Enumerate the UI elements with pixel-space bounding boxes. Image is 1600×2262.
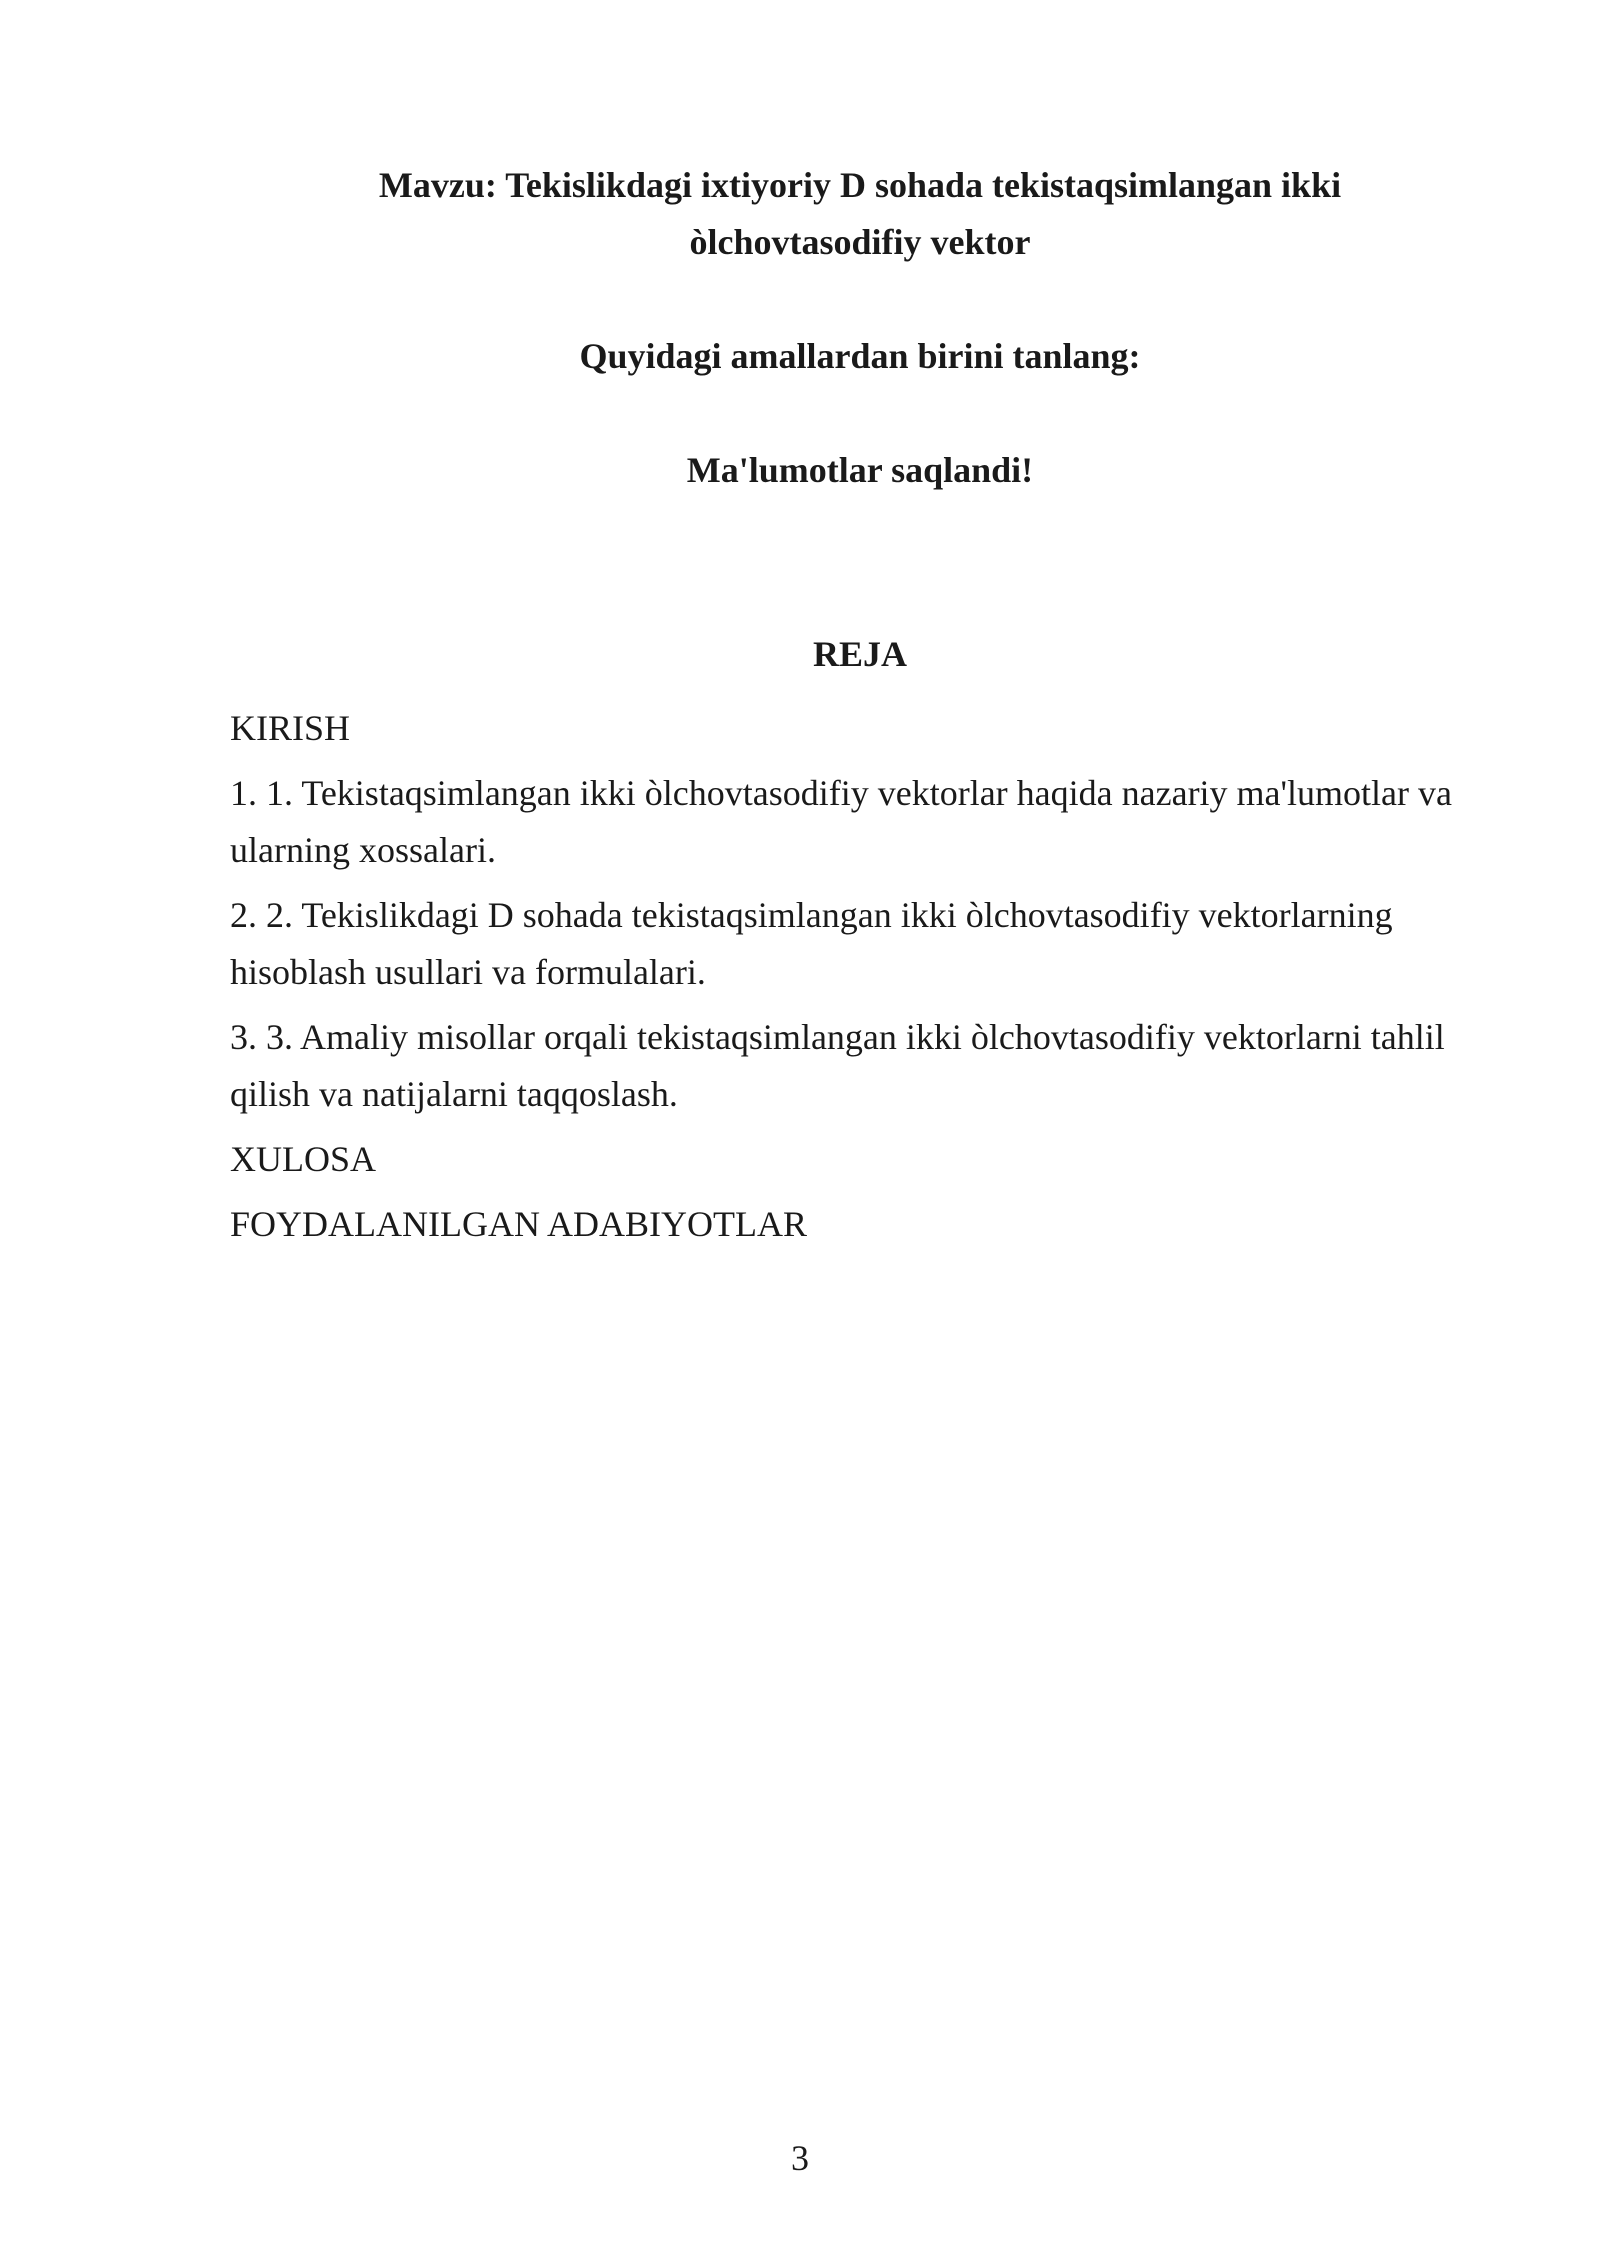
page-number: 3 <box>791 2138 809 2178</box>
toc-item-2: 2. 2. Tekislikdagi D sohada tekistaqsimlangan ikki òlchovtasodifiy vektorlarning hisoblash usullari va formulalari. <box>230 895 1393 992</box>
title-line-2: òlchovtasodifiy vektor <box>689 222 1031 262</box>
saved-message: Ma'lumotlar saqlandi! <box>686 450 1034 490</box>
action-prompt: Quyidagi amallardan birini tanlang: <box>579 336 1141 376</box>
toc-item-references: FOYDALANILGAN ADABIYOTLAR <box>230 1204 807 1244</box>
document-title <box>230 157 1490 271</box>
table-of-contents <box>230 700 1492 1261</box>
toc-item-1: 1. 1. Tekistaqsimlangan ikki òlchovtasodifiy vektorlar haqida nazariy ma'lumotlar va ularning xossalari. <box>230 773 1452 870</box>
toc-item-conclusion: XULOSA <box>230 1139 377 1179</box>
toc-item-3: 3. 3. Amaliy misollar orqali tekistaqsimlangan ikki òlchovtasodifiy vektorlarni tahlil qilish va natijalarni taqqoslash. <box>230 1017 1445 1114</box>
title-line-1: Mavzu: Tekislikdagi ixtiyoriy D sohada tekistaqsimlangan ikki <box>378 165 1342 205</box>
plan-heading: REJA <box>812 634 907 674</box>
toc-item-introduction: KIRISH <box>230 708 351 748</box>
